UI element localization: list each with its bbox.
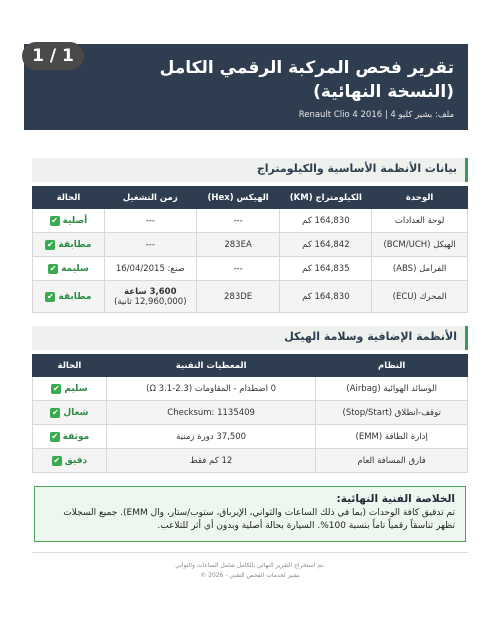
col-header-km: الكيلومتراج (KM): [280, 187, 372, 209]
status-label: سليم: [64, 383, 88, 394]
check-icon: ✔: [52, 383, 60, 393]
check-icon: ✔: [52, 407, 59, 417]
col-header-status: الحالة: [33, 355, 107, 377]
cell-runtime: ---: [104, 209, 196, 233]
cell-unit: الفرامل (ABS): [372, 257, 468, 281]
summary-title: الخلاصة الفنية النهائية:: [336, 493, 455, 505]
cell-status: [33, 209, 105, 233]
cell-status: [33, 401, 107, 425]
status-badge: [50, 216, 88, 226]
check-icon: ✔: [53, 455, 61, 465]
table-row: [33, 281, 468, 313]
check-icon: ✔: [47, 291, 54, 301]
final-summary-box: [34, 486, 466, 542]
cell-runtime: ---: [104, 233, 196, 257]
cell-tech: 37,500 دورة زمنية: [106, 425, 315, 449]
col-header-tech: المعطيات التقنية: [106, 355, 315, 377]
table-row: [33, 233, 468, 257]
cell-unit: المحرك (ECU): [372, 281, 468, 313]
status-badge: [48, 264, 89, 274]
cell-system: فارق المسافة العام: [316, 449, 468, 473]
status-label: دقيق: [64, 455, 88, 466]
cell-unit: لوحة العدادات: [372, 209, 468, 233]
runtime-seconds: (12,960,000 ثانية): [114, 296, 187, 307]
table-row: [33, 425, 468, 449]
col-header-system: النظام: [316, 355, 468, 377]
status-badge: [50, 432, 90, 442]
footer-line-2: © 2026 - بشير لخدمات الفحص التقني: [200, 572, 300, 579]
page-counter: 1 / 1: [22, 42, 84, 70]
status-label: سليمة: [61, 263, 89, 274]
report-footer: [32, 552, 468, 581]
col-header-runtime: زمن التشغيل: [104, 187, 196, 209]
runtime-hours: 3,600 ساعة: [124, 286, 177, 297]
section-title-core-systems: بيانات الأنظمة الأساسية والكيلومتراج: [32, 158, 468, 182]
table-row: [33, 209, 468, 233]
table-row: [33, 257, 468, 281]
table-row: [33, 449, 468, 473]
cell-tech: 12 كم فقط: [106, 449, 315, 473]
status-label: شغال: [63, 407, 89, 418]
cell-hex: ---: [196, 257, 280, 281]
cell-status: [33, 377, 107, 401]
cell-status: [33, 425, 107, 449]
cell-hex: ---: [196, 209, 280, 233]
col-header-unit: الوحدة: [372, 187, 468, 209]
status-label: موثقة: [62, 431, 90, 442]
status-badge: [52, 456, 87, 466]
cell-hex: 283DE: [196, 281, 280, 313]
check-icon: ✔: [47, 239, 54, 249]
cell-km: 164,842 كم: [280, 233, 372, 257]
footer-line-1: تم استخراج التقرير النهائي بالكامل شامل الساعات والثواني.: [175, 562, 325, 569]
cell-runtime: [104, 281, 196, 313]
status-badge: [45, 240, 91, 250]
table-row: [33, 401, 468, 425]
report-title: تقرير فحص المركبة الرقمي الكامل (النسخة النهائية): [159, 58, 454, 102]
cell-runtime: صنع: 16/04/2015: [104, 257, 196, 281]
status-badge: [45, 292, 91, 302]
status-badge: [50, 408, 88, 418]
cell-km: 164,830 كم: [280, 209, 372, 233]
cell-system: توقف-انطلاق (Stop/Start): [316, 401, 468, 425]
cell-unit: الهيكل (BCM/UCH): [372, 233, 468, 257]
section-title-extra-systems: الأنظمة الإضافية وسلامة الهيكل: [32, 326, 468, 350]
check-icon: ✔: [49, 263, 57, 273]
cell-tech: Checksum: 1135409: [106, 401, 315, 425]
cell-hex: 283EA: [196, 233, 280, 257]
cell-system: إدارة الطاقة (EMM): [316, 425, 468, 449]
cell-km: 164,835 كم: [280, 257, 372, 281]
cell-km: 164,830 كم: [280, 281, 372, 313]
summary-text: تم تدقيق كافة الوحدات (بما في ذلك الساعات والثواني، الإيرباق، ستوب/ستار، وال EMM). جميع السجلات تظهر تناسقاً رقمياً تاماً بنسبة 100%. السيارة بحالة أصلية وبدون أي أثر للتلاعب.: [63, 508, 455, 531]
core-systems-table: [32, 186, 468, 313]
table-row: [33, 377, 468, 401]
cell-status: [33, 233, 105, 257]
cell-system: الوسائد الهوائية (Airbag): [316, 377, 468, 401]
cell-status: [33, 257, 105, 281]
status-badge: [51, 384, 87, 394]
cell-status: [33, 449, 107, 473]
report-header: [24, 44, 468, 130]
cell-status: [33, 281, 105, 313]
extra-systems-table: [32, 354, 468, 473]
check-icon: ✔: [51, 431, 59, 441]
check-icon: ✔: [51, 215, 58, 225]
col-header-status: الحالة: [33, 187, 105, 209]
status-label: مطابقة: [58, 239, 92, 250]
cell-tech: 0 اضطدام - المقاومات (2.3-3.1 Ω): [106, 377, 315, 401]
status-label: أصلية: [62, 215, 88, 226]
status-label: مطابقة: [58, 291, 92, 302]
report-subtitle: ملف: بشير كليو 4 | Renault Clio 4 2016: [298, 110, 454, 120]
col-header-hex: الهيكس (Hex): [196, 187, 280, 209]
